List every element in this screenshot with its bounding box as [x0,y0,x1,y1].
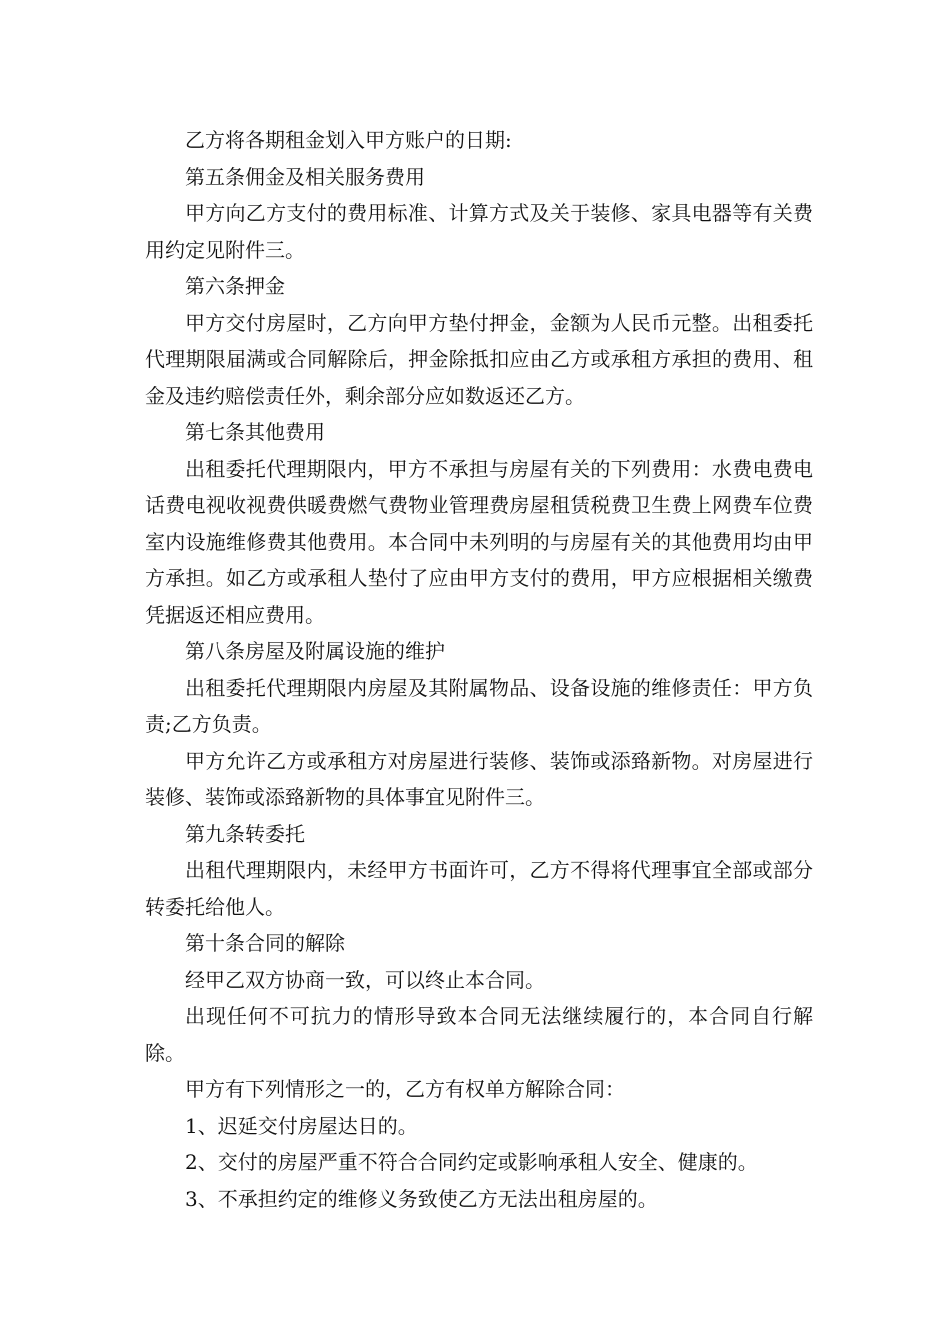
paragraph-deposit: 甲方交付房屋时，乙方向甲方垫付押金，金额为人民币元整。出租委托代理期限届满或合同解除后，押金除抵扣应由乙方或承租方承担的费用、租金及违约赔偿责任外，剩余部分应如数返还乙方。 [145,310,813,408]
paragraph-fees: 甲方向乙方支付的费用标准、计算方式及关于装修、家具电器等有关费用约定见附件三。 [145,201,813,262]
heading-article-5: 第五条佣金及相关服务费用 [185,164,425,189]
paragraph-maintenance: 出租委托代理期限内房屋及其附属物品、设备设施的维修责任：甲方负责;乙方负责。 [145,675,813,736]
heading-article-6: 第六条押金 [185,274,285,298]
heading-article-10: 第十条合同的解除 [185,931,345,955]
paragraph-force-majeure: 出现任何不可抗力的情形导致本合同无法继续履行的，本合同自行解除。 [145,1004,813,1065]
list-item-3: 3、不承担约定的维修义务致使乙方无法出租房屋的。 [185,1186,658,1211]
paragraph-termination-conditions: 甲方有下列情形之一的，乙方有权单方解除合同： [185,1077,625,1101]
paragraph-rent-date: 乙方将各期租金划入甲方账户的日期: [185,128,512,152]
paragraph-renovation: 甲方允许乙方或承租方对房屋进行装修、装饰或添臵新物。对房屋进行装修、装饰或添臵新物的具体事宜见附件三。 [145,748,813,809]
heading-article-8: 第八条房屋及附属设施的维护 [185,639,445,663]
document-body [145,122,813,1217]
list-item-2: 2、交付的房屋严重不符合合同约定或影响承租人安全、健康的。 [185,1150,758,1174]
paragraph-other-fees: 出租委托代理期限内，甲方不承担与房屋有关的下列费用：水费电费电话费电视收视费供暖费燃气费物业管理费房屋租赁税费卫生费上网费车位费室内设施维修费其他费用。本合同中未列明的与房屋有关的其他费用均由甲方承担。如乙方或承租人垫付了应由甲方支付的费用，甲方应根据相关缴费凭据返还相应费用。 [145,456,813,627]
heading-article-9: 第九条转委托 [185,821,305,846]
paragraph-subdelegation: 出租代理期限内，未经甲方书面许可，乙方不得将代理事宜全部或部分转委托给他人。 [145,858,813,919]
heading-article-7: 第七条其他费用 [185,420,325,444]
paragraph-mutual-termination: 经甲乙双方协商一致，可以终止本合同。 [185,967,545,992]
list-item-1: 1、迟延交付房屋达日的。 [185,1113,418,1138]
